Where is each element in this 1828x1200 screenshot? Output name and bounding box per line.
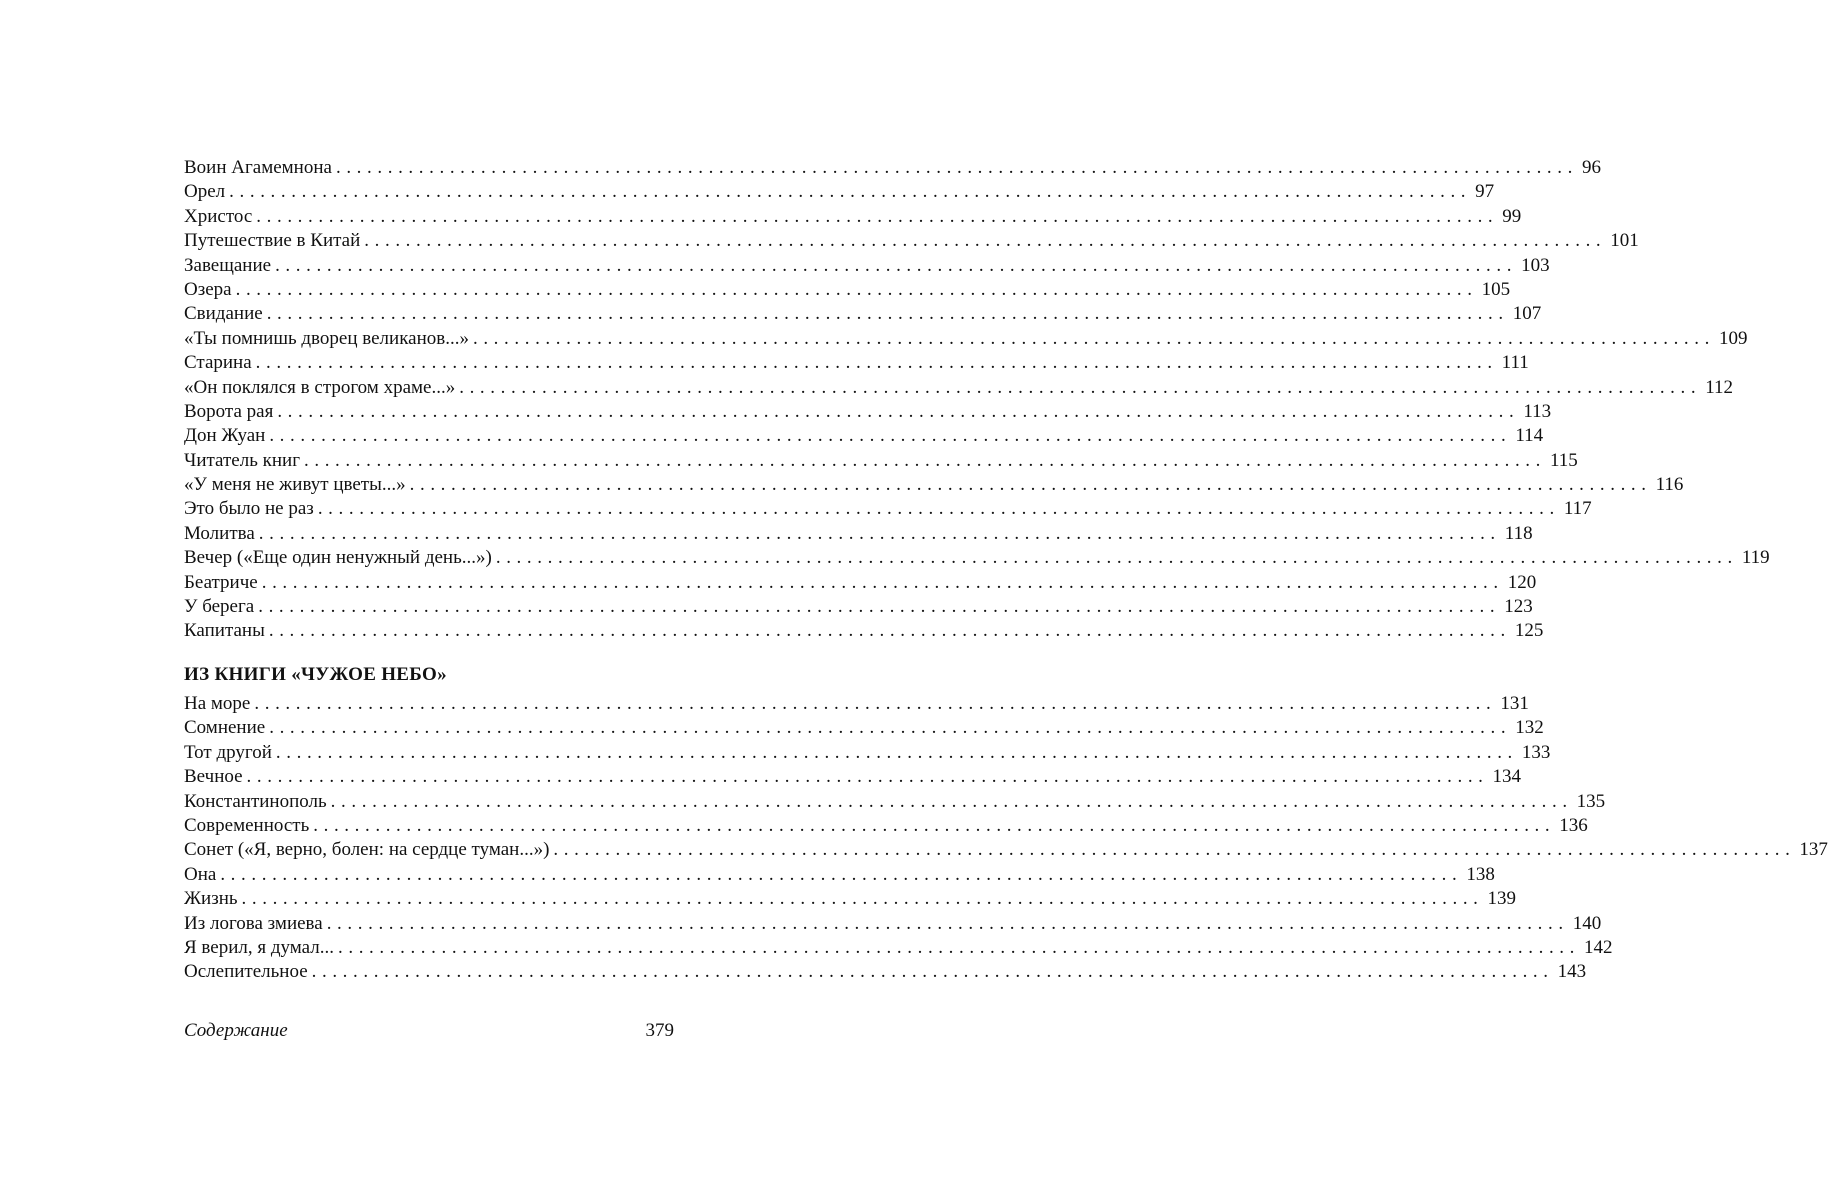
toc-entry-title: Константинополь <box>184 790 327 812</box>
toc-entry-title: На море <box>184 693 251 714</box>
toc-entry <box>184 571 1537 595</box>
toc-entry <box>184 912 1602 936</box>
toc-entry-page: 117 <box>1563 498 1592 520</box>
toc-entry <box>184 449 1578 473</box>
toc-leader-dots: ........................................................................................................................ <box>266 303 1509 325</box>
toc-entry-title: Тот другой <box>184 741 272 763</box>
toc-entry-title: Свидание <box>184 303 263 325</box>
toc-entry-title: «Он поклялся в строгом храме...» <box>184 376 456 398</box>
toc-entry-title: Это было не раз <box>184 498 314 520</box>
toc-leader-dots: ........................................................................................................................ <box>326 912 1569 934</box>
toc-leader-dots: ........................................................................................................................ <box>304 449 1546 471</box>
toc-entry-title: Христос <box>184 205 253 227</box>
toc-entry-page: 101 <box>1610 230 1639 252</box>
toc-entry <box>184 497 1592 521</box>
toc-list-part1 <box>184 156 1770 644</box>
toc-entry <box>184 765 1522 789</box>
toc-entry-title: Я верил, я думал... <box>184 936 334 958</box>
toc-entry <box>184 254 1550 278</box>
toc-entry-page: 133 <box>1521 741 1551 763</box>
toc-leader-dots: ........................................................................................................................ <box>409 474 1652 496</box>
toc-leader-dots: ........................................................................................................................ <box>256 205 1499 227</box>
toc-entry-title: Старина <box>184 352 252 374</box>
toc-entry <box>184 838 1828 862</box>
toc-entry <box>184 278 1511 302</box>
toc-entry-page: 96 <box>1581 157 1601 178</box>
toc-entry-title: Завещание <box>184 254 272 276</box>
toc-leader-dots: ........................................................................................................................ <box>269 717 1512 739</box>
toc-leader-dots: ........................................................................................................................ <box>241 888 1484 910</box>
toc-entry-page: 97 <box>1475 181 1495 203</box>
toc-entry-title: Дон Жуан <box>184 425 266 447</box>
toc-leader-dots: ........................................................................................................................ <box>235 278 1478 300</box>
toc-entry <box>184 205 1522 229</box>
toc-leader-dots: ........................................................................................................................ <box>311 961 1554 983</box>
toc-entry-page: 131 <box>1500 693 1529 714</box>
running-footer-label: Содержание <box>184 1020 288 1041</box>
toc-leader-dots: ........................................................................................................................ <box>495 547 1738 569</box>
toc-entry-page: 120 <box>1507 571 1537 593</box>
toc-entry <box>184 790 1606 814</box>
toc-leader-dots: ........................................................................................................................ <box>313 814 1556 836</box>
toc-leader-dots: ........................................................................................................................ <box>275 254 1518 276</box>
toc-leader-dots: ........................................................................................................................ <box>269 425 1512 447</box>
toc-leader-dots: ........................................................................................................................ <box>220 863 1463 885</box>
toc-leader-dots: ........................................................................................................................ <box>258 522 1501 544</box>
toc-entry-page: 109 <box>1718 327 1748 349</box>
toc-entry-title: Вечер («Еще один ненужный день...») <box>184 547 492 569</box>
toc-leader-dots: ........................................................................................................................ <box>268 620 1511 642</box>
toc-leader-dots: ........................................................................................................................ <box>317 498 1560 520</box>
toc-leader-dots: ........................................................................................................................ <box>258 596 1501 618</box>
toc-list-part2 <box>184 692 1828 985</box>
toc-entry <box>184 960 1587 984</box>
toc-entry <box>184 863 1495 887</box>
toc-entry <box>184 546 1770 570</box>
toc-entry-page: 113 <box>1523 400 1552 422</box>
toc-entry-page: 105 <box>1481 278 1511 300</box>
toc-entry-page: 143 <box>1557 961 1587 983</box>
toc-entry-page: 116 <box>1655 474 1684 496</box>
toc-entry-page: 134 <box>1492 766 1522 788</box>
toc-entry-title: Современность <box>184 814 310 836</box>
toc-entry-title: Капитаны <box>184 620 265 642</box>
toc-leader-dots: ........................................................................................................................ <box>261 571 1504 593</box>
toc-entry-page: 125 <box>1514 620 1544 642</box>
toc-entry-page: 123 <box>1504 596 1533 618</box>
toc-entry-title: Путешествие в Китай <box>184 230 361 252</box>
toc-leader-dots: ........................................................................................................................ <box>275 741 1518 763</box>
toc-leader-dots: ........................................................................................................................ <box>364 230 1607 252</box>
toc-entry-title: Читатель книг <box>184 449 300 471</box>
toc-leader-dots: ........................................................................................................................ <box>229 181 1472 203</box>
toc-entry-title: Из логова змиева <box>184 912 323 934</box>
toc-leader-dots: ........................................................................................................................ <box>255 352 1498 374</box>
toc-entry-title: Жизнь <box>184 888 238 910</box>
toc-entry-page: 139 <box>1487 888 1517 910</box>
toc-leader-dots: ........................................................................................................................ <box>254 693 1497 714</box>
toc-entry-page: 137 <box>1799 839 1828 861</box>
toc-entry-title: «Ты помнишь дворец великанов...» <box>184 327 469 349</box>
toc-entry-title: У берега <box>184 596 255 618</box>
toc-entry-page: 114 <box>1515 425 1544 447</box>
toc-entry <box>184 376 1734 400</box>
toc-entry-title: Ворота рая <box>184 400 274 422</box>
toc-entry-page: 138 <box>1466 863 1495 885</box>
toc-entry-title: «У меня не живут цветы...» <box>184 474 406 496</box>
toc-leader-dots: ........................................................................................................................ <box>330 790 1573 812</box>
toc-entry-page: 107 <box>1512 303 1542 325</box>
toc-entry <box>184 180 1495 204</box>
toc-leader-dots: ........................................................................................................................ <box>472 327 1715 349</box>
toc-entry-page: 112 <box>1705 376 1734 398</box>
toc-entry-title: Орел <box>184 181 226 203</box>
toc-entry-title: Молитва <box>184 522 255 544</box>
toc-entry <box>184 424 1544 448</box>
toc-entry <box>184 351 1529 375</box>
toc-entry <box>184 327 1748 351</box>
toc-entry-page: 99 <box>1502 205 1522 227</box>
toc-entry-page: 118 <box>1504 522 1533 544</box>
toc-entry-title: Озера <box>184 278 232 300</box>
toc-entry-page: 132 <box>1515 717 1544 739</box>
toc-entry-page: 136 <box>1559 814 1588 836</box>
toc-entry-page: 140 <box>1572 912 1602 934</box>
toc-leader-dots: ........................................................................................................................ <box>246 766 1489 788</box>
toc-entry <box>184 814 1588 838</box>
toc-entry <box>184 156 1601 180</box>
toc-entry <box>184 936 1613 960</box>
toc-entry-page: 115 <box>1550 449 1578 471</box>
toc-entry-title: Беатриче <box>184 571 258 593</box>
toc-entry-page: 135 <box>1576 790 1606 812</box>
toc-entry-title: Сонет («Я, верно, болен: на сердце туман...») <box>184 839 550 861</box>
toc-entry <box>184 595 1533 619</box>
toc-leader-dots: ........................................................................................................................ <box>338 936 1580 958</box>
toc-entry-page: 111 <box>1501 352 1529 374</box>
toc-entry-title: Ослепительное <box>184 961 308 983</box>
toc-entry <box>184 741 1551 765</box>
toc-entry <box>184 302 1542 326</box>
toc-entry-title: Сомнение <box>184 717 266 739</box>
toc-entry <box>184 716 1544 740</box>
toc-entry-title: Она <box>184 863 217 885</box>
toc-leader-dots: ........................................................................................................................ <box>553 839 1796 861</box>
toc-leader-dots: ........................................................................................................................ <box>277 400 1520 422</box>
toc-entry-page: 142 <box>1584 936 1613 958</box>
toc-entry-page: 119 <box>1741 547 1770 569</box>
toc-entry <box>184 473 1684 497</box>
toc-entry <box>184 522 1533 546</box>
toc-entry-title: Вечное <box>184 766 243 788</box>
toc-entry-page: 103 <box>1521 254 1550 276</box>
toc-entry-title: Воин Агамемнона <box>184 157 332 178</box>
toc-leader-dots: ........................................................................................................................ <box>335 157 1578 178</box>
toc-leader-dots: ........................................................................................................................ <box>459 376 1702 398</box>
toc-entry <box>184 229 1639 253</box>
toc-entry <box>184 692 1529 716</box>
toc-entry <box>184 400 1552 424</box>
page-number: 379 <box>645 1020 674 1041</box>
toc-entry <box>184 619 1544 643</box>
section-heading: ИЗ КНИГИ «ЧУЖОЕ НЕБО» <box>184 664 447 685</box>
toc-entry <box>184 887 1517 911</box>
